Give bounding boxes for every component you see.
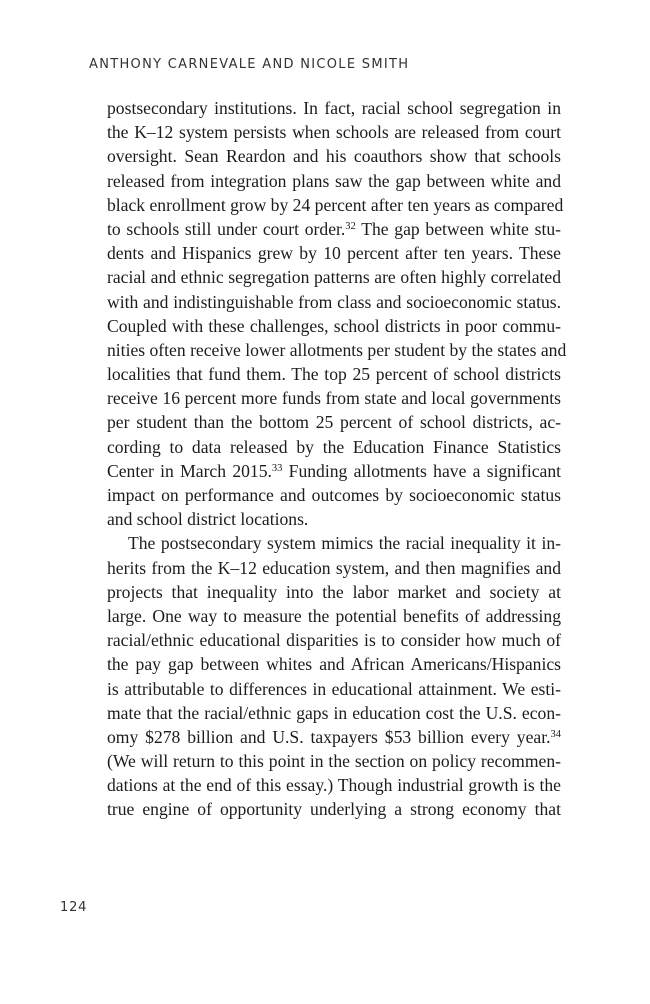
text-run: to schools still under court order. bbox=[107, 218, 346, 239]
text-line: receive 16 percent more funds from state and local governments bbox=[107, 388, 561, 409]
text-line: dents and Hispanics grew by 10 percent after ten years. These bbox=[107, 243, 561, 264]
text-line: (We will return to this point in the section on policy recommen- bbox=[107, 751, 561, 772]
text-line: the pay gap between whites and African Americans/Hispanics bbox=[107, 654, 561, 675]
text-line: cording to data released by the Education Finance Statistics bbox=[107, 436, 561, 457]
text-line: large. One way to measure the potential benefits of addressing bbox=[107, 605, 561, 626]
text-line: herits from the K–12 education system, and then magnifies and bbox=[107, 557, 561, 578]
text-line: The postsecondary system mimics the racial inequality it in- bbox=[128, 533, 561, 554]
text-line: projects that inequality into the labor market and society at bbox=[107, 581, 561, 602]
text-line bbox=[107, 459, 561, 483]
footnote-ref: 32 bbox=[345, 221, 356, 233]
text-line: oversight. Sean Reardon and his coauthors show that schools bbox=[107, 146, 561, 167]
text-line bbox=[107, 725, 561, 749]
text-line: Coupled with these challenges, school districts in poor commu- bbox=[107, 315, 561, 336]
footnote-ref: 33 bbox=[271, 463, 283, 475]
text-line: the K–12 system persists when schools are released from court bbox=[107, 122, 561, 143]
paragraph bbox=[107, 96, 567, 531]
footnote-ref: 34 bbox=[550, 729, 561, 741]
text-run: omy $278 billion and U.S. taxpayers $53 billion every year. bbox=[107, 726, 551, 747]
text-line: dations at the end of this essay.) Though industrial growth is the bbox=[107, 775, 561, 796]
text-line bbox=[107, 217, 561, 241]
page-number: 124 bbox=[60, 900, 88, 915]
text-line: nities often receive lower allotments per student by the states and bbox=[107, 339, 567, 360]
body-text bbox=[107, 96, 567, 822]
text-line: with and indistinguishable from class and socioeconomic status. bbox=[107, 291, 561, 312]
running-head: ANTHONY CARNEVALE AND NICOLE SMITH bbox=[89, 57, 410, 72]
text-run: Funding allotments have a significant bbox=[282, 460, 562, 481]
text-run: Center in March 2015. bbox=[107, 460, 272, 481]
text-line: black enrollment grow by 24 percent after ten years as compared bbox=[107, 194, 564, 215]
text-line: released from integration plans saw the gap between white and bbox=[107, 170, 561, 191]
text-line: mate that the racial/ethnic gaps in education cost the U.S. econ- bbox=[107, 702, 561, 723]
text-line: and school district locations. bbox=[107, 509, 309, 530]
text-line: per student than the bottom 25 percent of school districts, ac- bbox=[107, 412, 561, 433]
text-line: postsecondary institutions. In fact, racial school segregation in bbox=[107, 98, 561, 118]
text-line: racial/ethnic educational disparities is to consider how much of bbox=[107, 630, 561, 651]
text-line: racial and ethnic segregation patterns are often highly correlated bbox=[107, 267, 561, 288]
text-line: true engine of opportunity underlying a strong economy that bbox=[107, 799, 561, 820]
text-run: The gap between white stu- bbox=[355, 218, 561, 239]
paragraph bbox=[107, 531, 561, 821]
text-line: is attributable to differences in educational attainment. We esti- bbox=[107, 678, 561, 699]
text-line: impact on performance and outcomes by socioeconomic status bbox=[107, 485, 561, 505]
text-line: localities that fund them. The top 25 percent of school districts bbox=[107, 364, 561, 385]
